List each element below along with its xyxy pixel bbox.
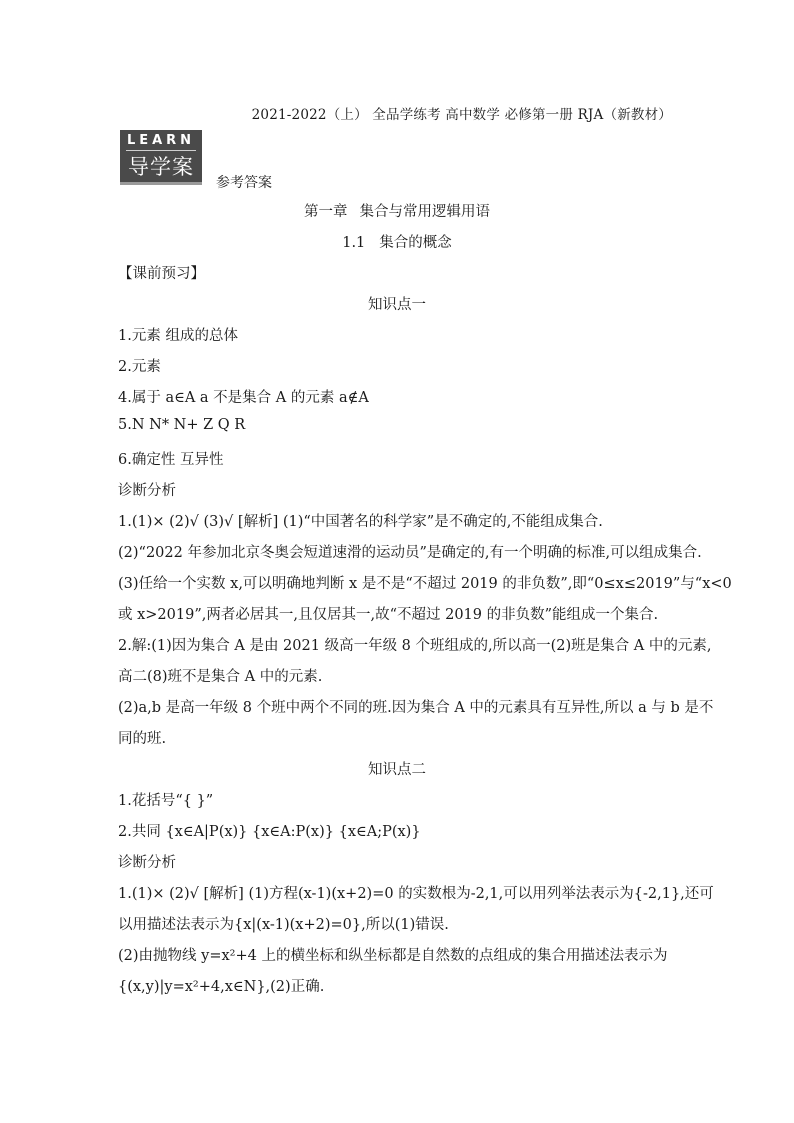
kp1-line: 4.属于 a∈A a 不是集合 A 的元素 a∉A (118, 390, 369, 406)
chapter-number: 第一章 (304, 204, 348, 220)
kp1-line: 1.元素 组成的总体 (118, 328, 238, 344)
kp2-line: (2)由抛物线 y=x²+4 上的横坐标和纵坐标都是自然数的点组成的集合用描述法表示为 (118, 948, 668, 964)
kp2-line: {(x,y)|y=x²+4,x∈N},(2)正确. (118, 979, 325, 995)
kp1-line: (2)“2022 年参加北京冬奥会短道速滑的运动员”是确定的,有一个明确的标准,可以组成集合. (118, 545, 702, 561)
diagnosis-heading: 诊断分析 (118, 855, 176, 871)
knowledge-point-1-title: 知识点一 (368, 297, 426, 313)
pre-study-heading: 【课前预习】 (118, 266, 205, 282)
kp2-line: 以用描述法表示为{x|(x-1)(x+2)=0},所以(1)错误. (118, 917, 449, 933)
kp1-line: 同的班. (118, 731, 167, 747)
knowledge-point-2-title: 知识点二 (368, 762, 426, 778)
section-number: 1.1 (342, 235, 366, 251)
page-header: 2021-2022（上） 全品学练考 高中数学 必修第一册 RJA（新教材） (251, 107, 672, 123)
kp2-line: 1.(1)× (2)√ [解析] (1)方程(x-1)(x+2)=0 的实数根为-2,1,可以用列举法表示为{-2,1},还可 (118, 886, 714, 902)
kp1-line: 或 x>2019”,两者必居其一,且仅居其一,故“不超过 2019 的非负数”能组成一个集合. (118, 607, 659, 623)
kp1-line: 2.解:(1)因为集合 A 是由 2021 级高一年级 8 个班组成的,所以高一(2)班是集合 A 中的元素, (118, 638, 712, 654)
logo-top-text: LEARN (126, 133, 196, 148)
kp1-line: 高二(8)班不是集合 A 中的元素. (118, 669, 323, 685)
chapter-name: 集合与常用逻辑用语 (359, 204, 490, 220)
kp1-line: 1.(1)× (2)√ (3)√ [解析] (1)“中国著名的科学家”是不确定的,不能组成集合. (118, 514, 603, 530)
kp1-line: 5.N N* N+ Z Q R (118, 417, 246, 433)
learn-logo (120, 130, 202, 182)
kp2-line: 1.花括号“{ }” (118, 793, 214, 809)
logo-bottom-text: 导学案 (128, 155, 194, 179)
kp1-line: 2.元素 (118, 359, 161, 375)
kp1-line: 6.确定性 互异性 (118, 452, 224, 468)
section-name: 集合的概念 (379, 235, 452, 251)
answers-label: 参考答案 (216, 175, 272, 191)
chapter-title (0, 200, 794, 221)
kp1-line: (2)a,b 是高一年级 8 个班中两个不同的班.因为集合 A 中的元素具有互异性,所以 a 与 b 是不 (118, 700, 714, 716)
diagnosis-heading: 诊断分析 (118, 483, 176, 499)
section-title (0, 231, 794, 252)
kp1-line: (3)任给一个实数 x,可以明确地判断 x 是不是“不超过 2019 的非负数”,即“0≤x≤2019”与“x<0 (118, 576, 732, 592)
kp2-line: 2.共同 {x∈A|P(x)} {x∈A:P(x)} {x∈A;P(x)} (118, 824, 421, 840)
